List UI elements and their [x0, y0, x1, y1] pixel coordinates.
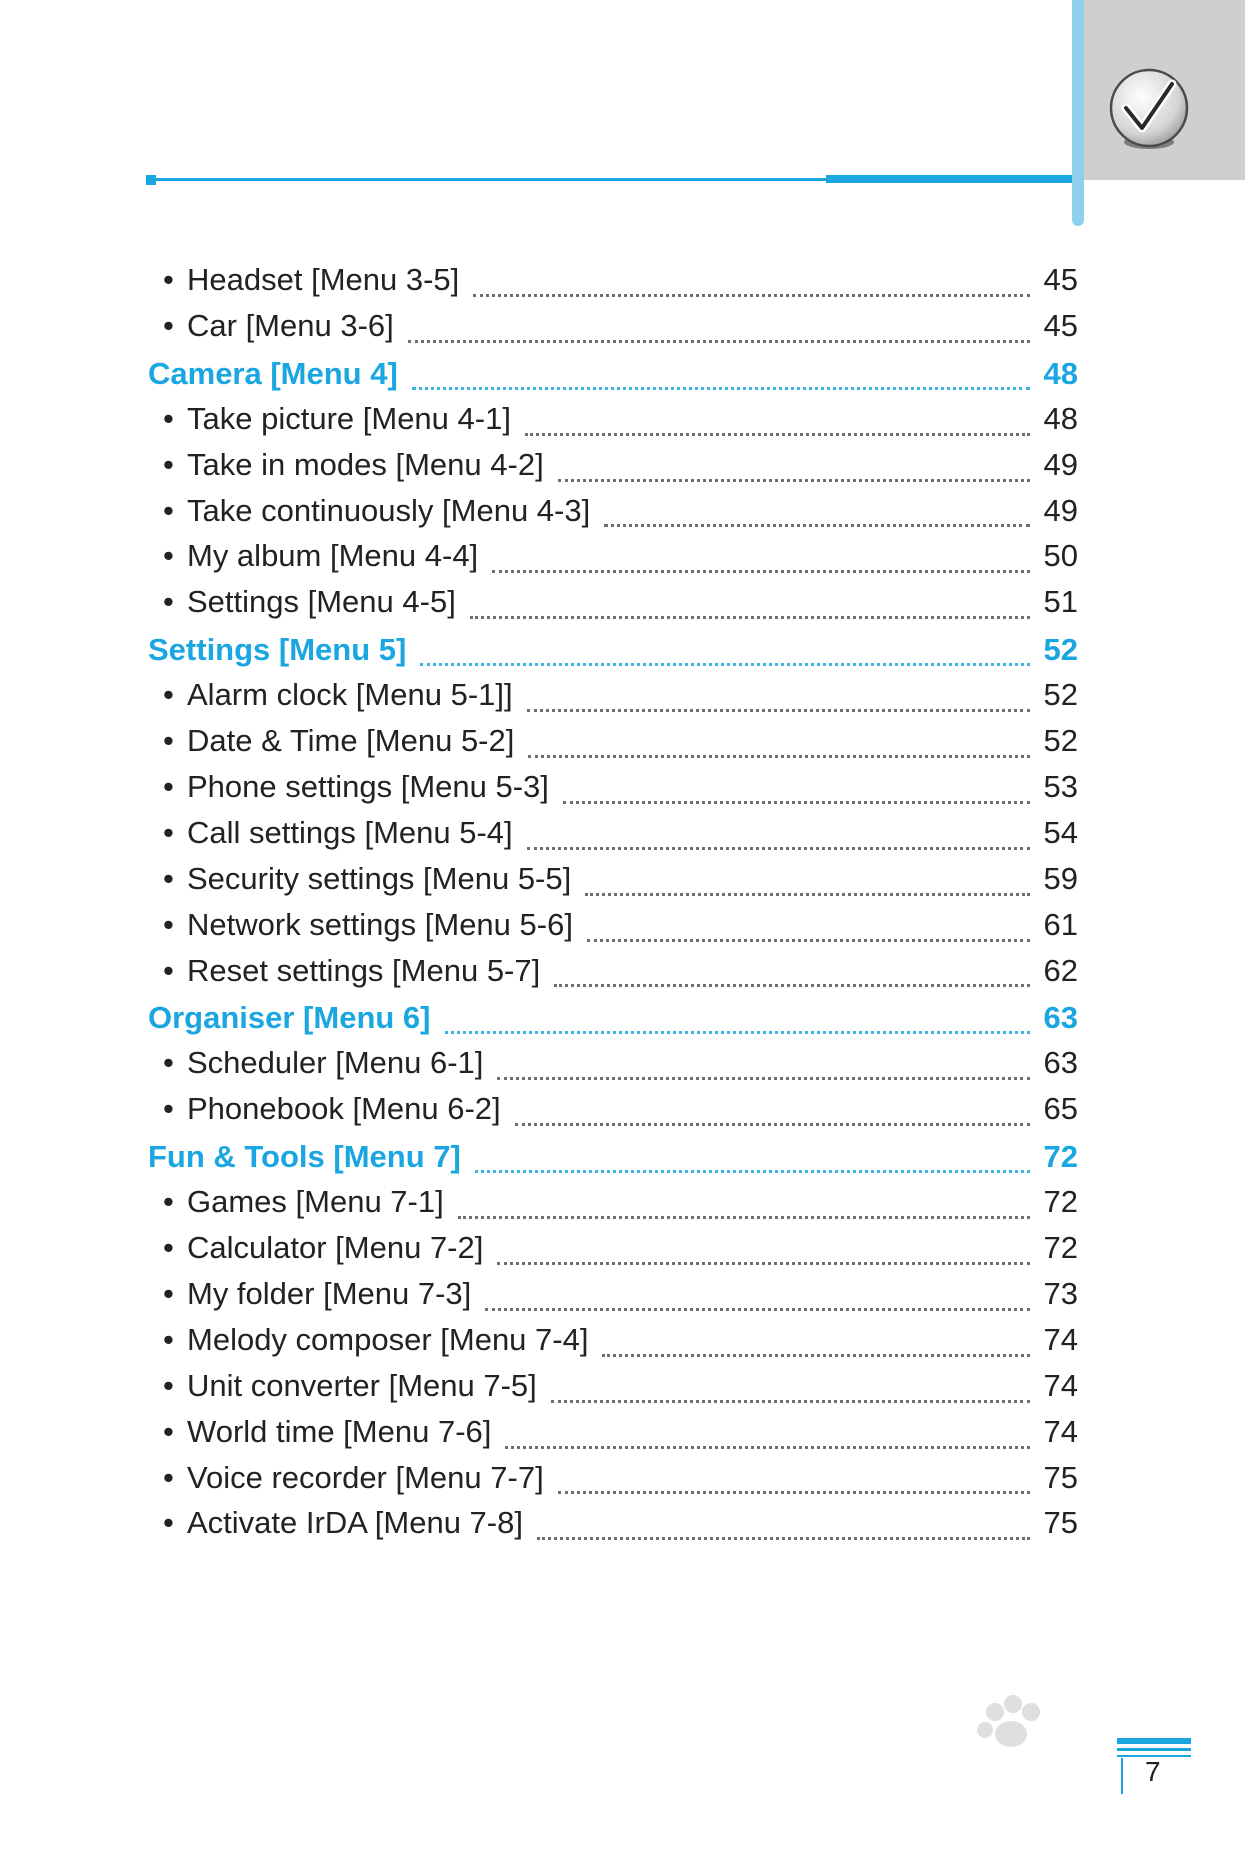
page-number: 7	[1145, 1756, 1161, 1787]
toc-page-number: 45	[1043, 262, 1078, 297]
toc-entry-label: Phone settings [Menu 5-3]	[187, 769, 549, 805]
dot-leader	[558, 1491, 1030, 1494]
bullet-icon: •	[163, 446, 174, 482]
dot-leader	[505, 1446, 1030, 1449]
dot-leader	[497, 1077, 1030, 1080]
toc-item-row[interactable]	[148, 907, 1078, 953]
dot-leader	[587, 939, 1030, 942]
toc-page-number: 48	[1043, 355, 1078, 391]
bullet-icon: •	[163, 1321, 174, 1357]
dot-leader	[527, 709, 1030, 712]
dot-leader	[563, 801, 1030, 804]
bullet-icon: •	[163, 1091, 174, 1127]
toc-page-number: 72	[1043, 1184, 1078, 1220]
dot-leader	[585, 893, 1030, 896]
toc-entry-label: Reset settings [Menu 5-7]	[187, 952, 541, 988]
toc-item-row[interactable]	[148, 815, 1078, 861]
toc-entry-label: Car [Menu 3-6]	[187, 307, 394, 343]
toc-entry-label: Alarm clock [Menu 5-1]]	[187, 677, 513, 713]
dot-leader	[604, 524, 1030, 527]
toc-entry-label: Camera [Menu 4]	[148, 355, 398, 391]
toc-page-number: 59	[1043, 860, 1078, 896]
toc-page-number: 51	[1043, 584, 1078, 620]
header-side-bar	[1072, 0, 1084, 226]
toc-page-number: 62	[1043, 952, 1078, 988]
dot-leader	[558, 479, 1030, 482]
bullet-icon: •	[163, 906, 174, 942]
toc-page-number: 61	[1043, 906, 1078, 942]
toc-page-number: 74	[1043, 1413, 1078, 1449]
toc-entry-label: Games [Menu 7-1]	[187, 1184, 444, 1220]
bullet-icon: •	[163, 677, 174, 713]
toc-page-number: 63	[1043, 1045, 1078, 1081]
toc-item-row[interactable]	[148, 1230, 1078, 1276]
toc-page-number: 54	[1043, 814, 1078, 850]
toc-item-row[interactable]	[148, 262, 1078, 308]
bullet-icon: •	[163, 1184, 174, 1220]
dot-leader	[528, 755, 1030, 758]
dot-leader	[445, 1031, 1031, 1034]
bullet-icon: •	[163, 1367, 174, 1403]
dot-leader	[492, 570, 1030, 573]
toc-item-row[interactable]	[148, 1460, 1078, 1506]
dot-leader	[420, 663, 1030, 666]
toc-section-row[interactable]	[148, 1137, 1078, 1184]
dot-leader	[554, 984, 1030, 987]
dot-leader	[473, 294, 1030, 297]
dot-leader	[527, 847, 1030, 850]
toc-item-row[interactable]	[148, 538, 1078, 584]
footer-vertical-rule	[1121, 1758, 1123, 1794]
dot-leader	[497, 1262, 1030, 1265]
toc-page-number: 65	[1043, 1091, 1078, 1127]
toc-item-row[interactable]	[148, 493, 1078, 539]
toc-item-row[interactable]	[148, 1091, 1078, 1137]
dot-leader	[551, 1400, 1030, 1403]
toc-entry-label: Date & Time [Menu 5-2]	[187, 723, 515, 759]
toc-page-number: 50	[1043, 538, 1078, 574]
toc-item-row[interactable]	[148, 953, 1078, 999]
toc-item-row[interactable]	[148, 308, 1078, 354]
toc-section-row[interactable]	[148, 354, 1078, 401]
toc-page-number: 75	[1043, 1505, 1078, 1541]
bullet-icon: •	[163, 860, 174, 896]
toc-page-number: 74	[1043, 1321, 1078, 1357]
header-rule-thin	[152, 178, 828, 181]
toc-item-row[interactable]	[148, 584, 1078, 630]
toc-item-row[interactable]	[148, 1184, 1078, 1230]
dot-leader	[475, 1170, 1030, 1173]
toc-entry-label: Security settings [Menu 5-5]	[187, 860, 572, 896]
bullet-icon: •	[163, 307, 174, 343]
bullet-icon: •	[163, 1459, 174, 1495]
toc-page-number: 45	[1043, 307, 1078, 343]
toc-page-number: 75	[1043, 1459, 1078, 1495]
toc-item-row[interactable]	[148, 677, 1078, 723]
toc-entry-label: Take continuously [Menu 4-3]	[187, 492, 591, 528]
toc-item-row[interactable]	[148, 1322, 1078, 1368]
bullet-icon: •	[163, 1045, 174, 1081]
bullet-icon: •	[163, 400, 174, 436]
toc-entry-label: Organiser [Menu 6]	[148, 1000, 431, 1036]
toc-entry-label: My album [Menu 4-4]	[187, 538, 479, 574]
toc-entry-label: Voice recorder [Menu 7-7]	[187, 1459, 544, 1495]
toc-item-row[interactable]	[148, 769, 1078, 815]
dot-leader	[537, 1537, 1030, 1540]
bullet-icon: •	[163, 492, 174, 528]
toc-entry-label: Fun & Tools [Menu 7]	[148, 1139, 461, 1175]
toc-entry-label: Activate IrDA [Menu 7-8]	[187, 1505, 523, 1541]
toc-page-number: 48	[1043, 400, 1078, 436]
toc-item-row[interactable]	[148, 1414, 1078, 1460]
dot-leader	[458, 1216, 1030, 1219]
toc-page-number: 49	[1043, 492, 1078, 528]
bullet-icon: •	[163, 1230, 174, 1266]
toc-item-row[interactable]	[148, 1276, 1078, 1322]
bullet-icon: •	[163, 1505, 174, 1541]
toc-item-row[interactable]	[148, 1505, 1078, 1551]
toc-entry-label: World time [Menu 7-6]	[187, 1413, 492, 1449]
toc-page-number: 72	[1043, 1230, 1078, 1266]
toc-entry-label: Calculator [Menu 7-2]	[187, 1230, 484, 1266]
header-rule-thick	[826, 175, 1072, 183]
bullet-icon: •	[163, 538, 174, 574]
bullet-icon: •	[163, 769, 174, 805]
toc-section-row[interactable]	[148, 998, 1078, 1045]
toc-item-row[interactable]	[148, 723, 1078, 769]
toc-page-number: 52	[1043, 632, 1078, 668]
toc-page-number: 74	[1043, 1367, 1078, 1403]
toc-entry-label: Phonebook [Menu 6-2]	[187, 1091, 501, 1127]
toc-page-number: 73	[1043, 1276, 1078, 1312]
bullet-icon: •	[163, 584, 174, 620]
toc-page-number: 53	[1043, 769, 1078, 805]
toc-section-row[interactable]	[148, 630, 1078, 677]
toc-entry-label: Take in modes [Menu 4-2]	[187, 446, 544, 482]
bullet-icon: •	[163, 814, 174, 850]
toc-page-number: 52	[1043, 723, 1078, 759]
toc-page-number: 72	[1043, 1139, 1078, 1175]
dot-leader	[485, 1308, 1030, 1311]
bullet-icon: •	[163, 723, 174, 759]
toc-entry-label: Settings [Menu 5]	[148, 632, 407, 668]
toc-entry-label: Melody composer [Menu 7-4]	[187, 1321, 589, 1357]
toc-entry-label: Headset [Menu 3-5]	[187, 262, 460, 297]
dot-leader	[602, 1354, 1030, 1357]
toc-entry-label: Take picture [Menu 4-1]	[187, 400, 511, 436]
toc-entry-label: Settings [Menu 4-5]	[187, 584, 456, 620]
toc-page-number: 63	[1043, 1000, 1078, 1036]
dot-leader	[470, 616, 1030, 619]
toc-item-row[interactable]	[148, 447, 1078, 493]
toc-item-row[interactable]	[148, 861, 1078, 907]
toc-item-row[interactable]	[148, 401, 1078, 447]
toc-entry-label: Call settings [Menu 5-4]	[187, 814, 513, 850]
bullet-icon: •	[163, 1413, 174, 1449]
checkmark-icon	[1106, 68, 1192, 154]
toc-entry-label: Unit converter [Menu 7-5]	[187, 1367, 537, 1403]
dot-leader	[412, 387, 1030, 390]
toc-entry-label: Network settings [Menu 5-6]	[187, 906, 573, 942]
bullet-icon: •	[163, 262, 174, 297]
dot-leader	[408, 340, 1030, 343]
bullet-icon: •	[163, 952, 174, 988]
bullet-icon: •	[163, 1276, 174, 1312]
dot-leader	[515, 1123, 1030, 1126]
dot-leader	[525, 433, 1030, 436]
toc-page-number: 49	[1043, 446, 1078, 482]
toc-page-number: 52	[1043, 677, 1078, 713]
toc-entry-label: Scheduler [Menu 6-1]	[187, 1045, 484, 1081]
toc-item-row[interactable]	[148, 1368, 1078, 1414]
toc-entry-label: My folder [Menu 7-3]	[187, 1276, 472, 1312]
table-of-contents	[148, 262, 1078, 1551]
toc-item-row[interactable]	[148, 1045, 1078, 1091]
